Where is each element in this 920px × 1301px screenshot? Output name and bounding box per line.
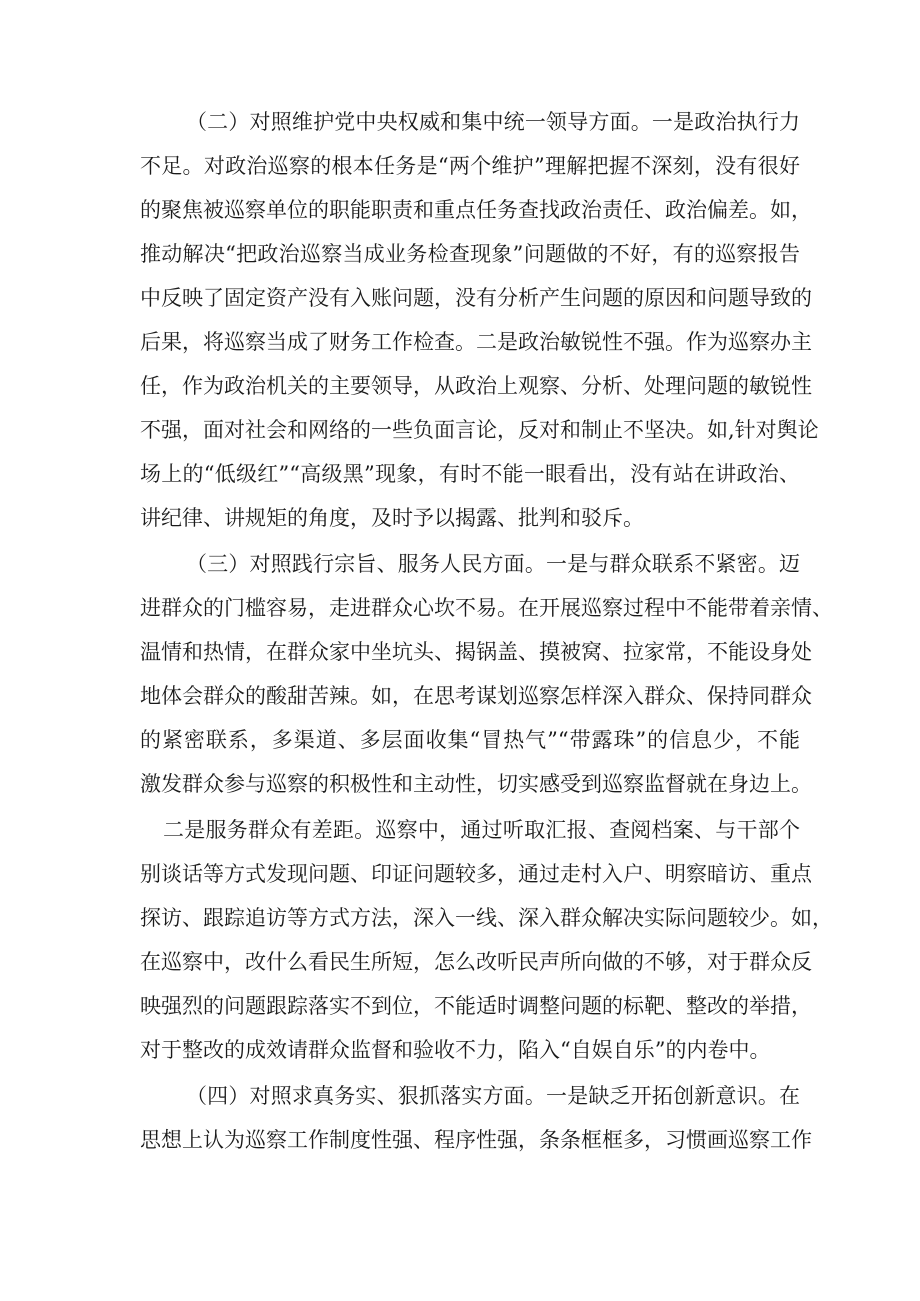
paragraph-3-line-3: 温情和热情，在群众家中坐坑头、揭锅盖、摸被窝、拉家常，不能设身处 bbox=[140, 640, 812, 664]
paragraph-2-line-3: 的聚焦被巡察单位的职能职责和重点任务查找政治责任、政治偏差。如， bbox=[140, 198, 812, 222]
paragraph-2-line-4: 推动解决“把政治巡察当成业务检查现象”问题做的不好，有的巡察报告 bbox=[140, 242, 800, 266]
paragraph-3b-line-3: 探访、跟踪追访等方式方法，深入一线、深入群众解决实际问题较少。如， bbox=[140, 906, 833, 930]
paragraph-2-line-1: （二）对照维护党中央权威和集中统一领导方面。一是政治执行力 bbox=[186, 110, 800, 134]
paragraph-2-line-6: 后果，将巡察当成了财务工作检查。二是政治敏锐性不强。作为巡察办主 bbox=[140, 330, 812, 354]
paragraph-3b-line-4: 在巡察中，改什么看民生所短，怎么改听民声所向做的不够，对于群众反 bbox=[140, 950, 812, 974]
paragraph-2-line-9: 场上的“低级红”“高级黑”现象，有时不能一眼看出，没有站在讲政治、 bbox=[140, 462, 800, 486]
paragraph-2-line-7: 任，作为政治机关的主要领导，从政治上观察、分析、处理问题的敏锐性 bbox=[140, 374, 812, 398]
paragraph-2-line-8: 不强，面对社会和网络的一些负面言论，反对和制止不坚决。如,针对舆论 bbox=[140, 418, 819, 442]
paragraph-3b-line-5: 映强烈的问题跟踪落实不到位，不能适时调整问题的标靶、整改的举措， bbox=[140, 994, 812, 1018]
paragraph-3b-line-1: 二是服务群众有差距。巡察中，通过听取汇报、查阅档案、与干部个 bbox=[163, 818, 800, 842]
paragraph-3-line-6: 激发群众参与巡察的积极性和主动性，切实感受到巡察监督就在身边上。 bbox=[140, 772, 812, 796]
paragraph-2-line-5: 中反映了固定资产没有入账问题，没有分析产生问题的原因和问题导致的 bbox=[140, 286, 812, 310]
paragraph-3b-line-2: 别谈话等方式发现问题、印证问题较多，通过走村入户、明察暗访、重点 bbox=[140, 862, 812, 886]
paragraph-4-line-2: 思想上认为巡察工作制度性强、程序性强，条条框框多，习惯画巡察工作 bbox=[140, 1128, 812, 1152]
paragraph-3b-line-6: 对于整改的成效请群众监督和验收不力，陷入“自娱自乐”的内卷中。 bbox=[140, 1038, 771, 1062]
paragraph-2-line-2: 不足。对政治巡察的根本任务是“两个维护”理解把握不深刻，没有很好 bbox=[140, 154, 800, 178]
paragraph-3-line-5: 的紧密联系，多渠道、多层面收集“冒热气”“带露珠”的信息少，不能 bbox=[140, 728, 800, 752]
paragraph-2-line-10: 讲纪律、讲规矩的角度，及时予以揭露、批判和驳斥。 bbox=[140, 506, 644, 530]
paragraph-3-line-4: 地体会群众的酸甜苦辣。如，在思考谋划巡察怎样深入群众、保持同群众 bbox=[140, 684, 812, 708]
paragraph-4-line-1: （四）对照求真务实、狠抓落实方面。一是缺乏开拓创新意识。在 bbox=[186, 1084, 800, 1108]
paragraph-3-line-1: （三）对照践行宗旨、服务人民方面。一是与群众联系不紧密。迈 bbox=[186, 552, 800, 576]
paragraph-3-line-2: 进群众的门槛容易，走进群众心坎不易。在开展巡察过程中不能带着亲情、 bbox=[140, 596, 833, 620]
